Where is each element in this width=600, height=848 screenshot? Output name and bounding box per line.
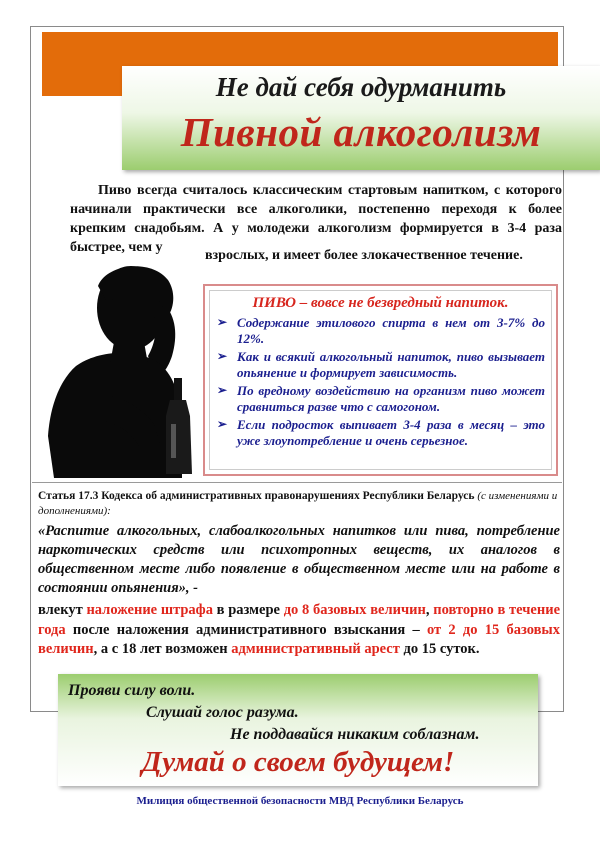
title-box [122,66,600,170]
title-line-1: Не дай себя одурманить [215,72,507,102]
list-item: ➢ По вредному воздействию на организм пиво может сравниться разве что с самогоном. [217,383,545,414]
beer-facts-title: ПИВО – вовсе не безвредный напиток. [252,295,509,311]
law-divider [32,482,562,483]
arrowhead-bullet-icon: ➢ [217,417,228,431]
list-item: ➢ Содержание этилового спирта в нем от 3-7% до 12%. [217,315,545,346]
footer-credit: Милиция общественной безопасности МВД Республики Беларусь [136,795,464,807]
law-quote: «Распитие алкогольных, слабоалкогольных напитков или пива, потребление наркотических средств или психотропных веществ, их аналогов в общественном месте либо появление в общественном месте или на работе в состоянии опьянения», - [38,523,560,596]
beer-facts-list [217,315,545,451]
slogan-line-2: Слушай голос разума. [146,704,299,721]
slogan-headline: Думай о своем будущем! [141,746,455,778]
beer-facts-box [203,284,558,476]
man-with-bottle-silhouette [36,256,202,478]
law-penalty: влекут наложение штрафа в размере до 8 базовых величин, повторно в течение года после наложения административного взыскания – от 2 до 15 базовых величин, а с 18 лет возможен административный арест до 15 суток. [38,602,560,657]
title-line-2: Пивной алкоголизм [180,109,542,155]
intro-paragraph: Пиво всегда считалось классическим стартовым напитком, с которого начинали практически все алкоголики, постепенно переходя к более крепким снадобьям. А у молодежи алкоголизм формируется в 3-4 раза быстрее, чем у [70,183,562,255]
intro-last-line: взрослых, и имеет более злокачественное течение. [205,248,523,263]
law-article-note: (с изменениями и дополнениями): [38,490,558,517]
arrowhead-bullet-icon: ➢ [217,383,228,397]
list-item: ➢ Как и всякий алкогольный напиток, пиво вызывает опьянение и формирует зависимость. [217,349,545,380]
arrowhead-bullet-icon: ➢ [217,315,228,329]
slogan-line-1: Прояви силу воли. [68,682,196,699]
slogan-line-3: Не поддавайся никаким соблазнам. [230,726,480,743]
slogan-box [58,674,538,786]
arrowhead-bullet-icon: ➢ [217,349,228,363]
law-article-heading: Статья 17.3 Кодекса об административных правонарушениях Республики Беларусь (с изменениями и дополнениями): [38,490,558,517]
list-item: ➢ Если подросток выпивает 3-4 раза в месяц – это уже злоупотребление и очень серьезное. [217,417,545,448]
